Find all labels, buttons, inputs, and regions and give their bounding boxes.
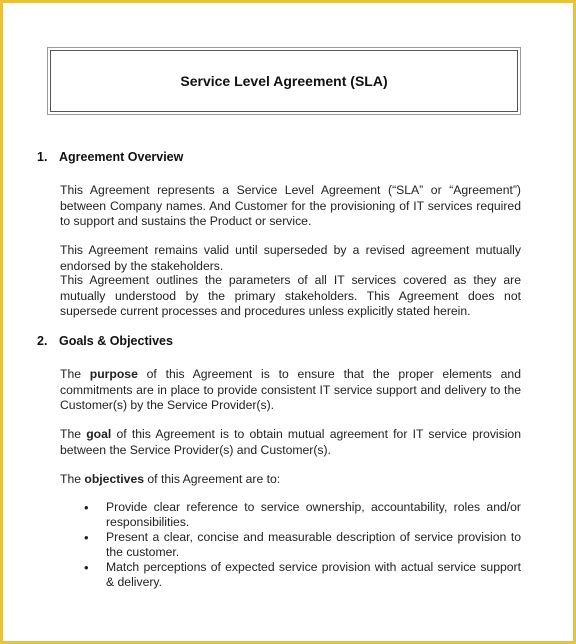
overview-paragraph-1: This Agreement represents a Service Level Agreement (“SLA” or “Agreement”) between Company names. And Customer for the provisioning of IT services required to support and sustains the Product or service. [60,183,521,228]
objectives-keyword: objectives [84,472,145,486]
bullet-icon: • [84,530,89,545]
objectives-intro: The objectives of this Agreement are to: [60,472,281,486]
objectives-list [60,500,521,590]
bullet-icon: • [84,500,89,515]
bullet-icon: • [84,560,89,575]
overview-paragraph-3: This Agreement outlines the parameters of all IT services covered as they are mutually understood by the primary stakeholders. This Agreement does not supersede current processes and procedures unless explicitly stated herein. [60,273,521,318]
purpose-paragraph: The purpose of this Agreement is to ensure that the proper elements and commitments are in place to provide consistent IT service support and delivery to the Customer(s) by the Service Provider(s). [60,367,521,412]
title-box [47,47,521,115]
document-page [3,3,573,641]
overview-paragraph-2: This Agreement remains valid until superseded by a revised agreement mutually endorsed by the stakeholders. [60,243,521,273]
section-1-number: 1. [37,150,48,164]
goal-keyword: goal [86,427,112,441]
section-2-title: Goals & Objectives [59,334,173,348]
list-item: • Provide clear reference to service ownership, accountability, roles and/or responsibilities. [84,500,521,529]
section-2-heading [37,334,173,348]
section-2-number: 2. [37,334,48,348]
list-item: • Present a clear, concise and measurable description of service provision to the customer. [84,530,521,559]
section-1-heading [37,150,183,164]
goal-paragraph: The goal of this Agreement is to obtain mutual agreement for IT service provision between the Service Provider(s) and Customer(s). [60,427,521,457]
purpose-keyword: purpose [89,367,138,381]
list-item: • Match perceptions of expected service provision with actual service support & delivery. [84,560,521,589]
document-title: Service Level Agreement (SLA) [180,73,388,89]
section-1-title: Agreement Overview [59,150,184,164]
